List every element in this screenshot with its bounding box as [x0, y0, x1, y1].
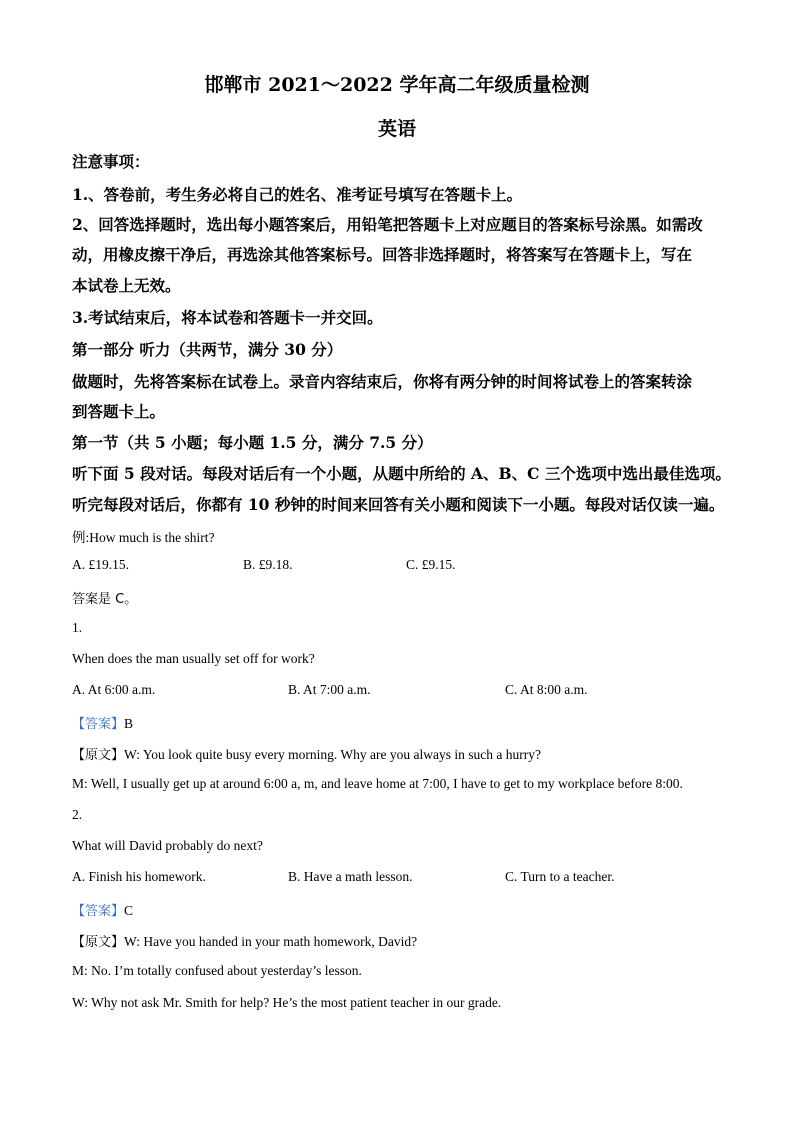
- option-c: C. Turn to a teacher.: [505, 869, 615, 884]
- transcript-text: W: Have you handed in your math homework, David?: [124, 934, 418, 949]
- answer-value: B: [124, 716, 134, 731]
- example-question: 例:How much is the shirt?: [72, 530, 215, 545]
- part1-intro-line: 到答题卡上。: [72, 402, 166, 421]
- answer-tag: 【答案】: [72, 904, 125, 919]
- answer-tag: 【答案】: [72, 717, 125, 732]
- example-option-a: A. £19.15.: [72, 557, 129, 572]
- example-answer: 答案是 C。: [72, 592, 138, 607]
- notice-line: 本试卷上无效。: [72, 276, 181, 295]
- answer-value: C: [124, 903, 134, 918]
- notice-line: 2、回答选择题时，选出每小题答案后，用铅笔把答题卡上对应题目的答案标号涂黑。如需改: [72, 215, 703, 234]
- option-b: B. Have a math lesson.: [288, 869, 413, 884]
- transcript-tag: 【原文】: [72, 935, 125, 950]
- subject-title: 英语: [377, 118, 416, 140]
- transcript-text: M: Well, I usually get up at around 6:00 a, m, and leave home at 7:00, I have to get to my workplace before 8:00.: [72, 776, 683, 791]
- section1-heading: 第一节（共 5 小题；每小题 1.5 分，满分 7.5 分）: [72, 433, 433, 452]
- option-c: C. At 8:00 a.m.: [505, 682, 588, 697]
- transcript-line: [72, 744, 541, 764]
- notice-line: 3.考试结束后，将本试卷和答题卡一并交回。: [72, 308, 383, 327]
- question-number: 1.: [72, 620, 83, 635]
- question-text: When does the man usually set off for work?: [72, 651, 315, 666]
- transcript-line: [72, 931, 417, 951]
- transcript-text: W: You look quite busy every morning. Why are you always in such a hurry?: [124, 747, 541, 762]
- example-option-b: B. £9.18.: [243, 557, 293, 572]
- section1-intro-line: 听下面 5 段对话。每段对话后有一个小题，从题中所给的 A、B、C 三个选项中选出最佳选项。: [72, 464, 731, 483]
- notice-heading: 注意事项：: [72, 152, 150, 171]
- option-a: A. Finish his homework.: [72, 869, 206, 884]
- notice-line: 1.、答卷前，考生务必将自己的姓名、准考证号填写在答题卡上。: [72, 185, 523, 204]
- section1-intro-line: 听完每段对话后，你都有 10 秒钟的时间来回答有关小题和阅读下一小题。每段对话仅读一遍。: [72, 495, 725, 514]
- transcript-text: M: No. I’m totally confused about yesterday’s lesson.: [72, 963, 362, 978]
- example-option-c: C. £9.15.: [406, 557, 456, 572]
- exam-title: 邯郸市 2021～2022 学年高二年级质量检测: [204, 74, 590, 96]
- notice-line: 动，用橡皮擦干净后，再选涂其他答案标号。回答非选择题时，将答案写在答题卡上，写在: [72, 245, 693, 264]
- question-text: What will David probably do next?: [72, 838, 263, 853]
- transcript-text: W: Why not ask Mr. Smith for help? He’s the most patient teacher in our grade.: [72, 995, 502, 1010]
- part1-intro-line: 做题时，先将答案标在试卷上。录音内容结束后，你将有两分钟的时间将试卷上的答案转涂: [72, 372, 693, 391]
- option-b: B. At 7:00 a.m.: [288, 682, 371, 697]
- option-a: A. At 6:00 a.m.: [72, 682, 156, 697]
- answer-line: [72, 713, 133, 733]
- question-number: 2.: [72, 807, 83, 822]
- answer-line: [72, 900, 133, 920]
- part1-heading: 第一部分 听力（共两节，满分 30 分）: [72, 340, 343, 359]
- transcript-tag: 【原文】: [72, 748, 125, 763]
